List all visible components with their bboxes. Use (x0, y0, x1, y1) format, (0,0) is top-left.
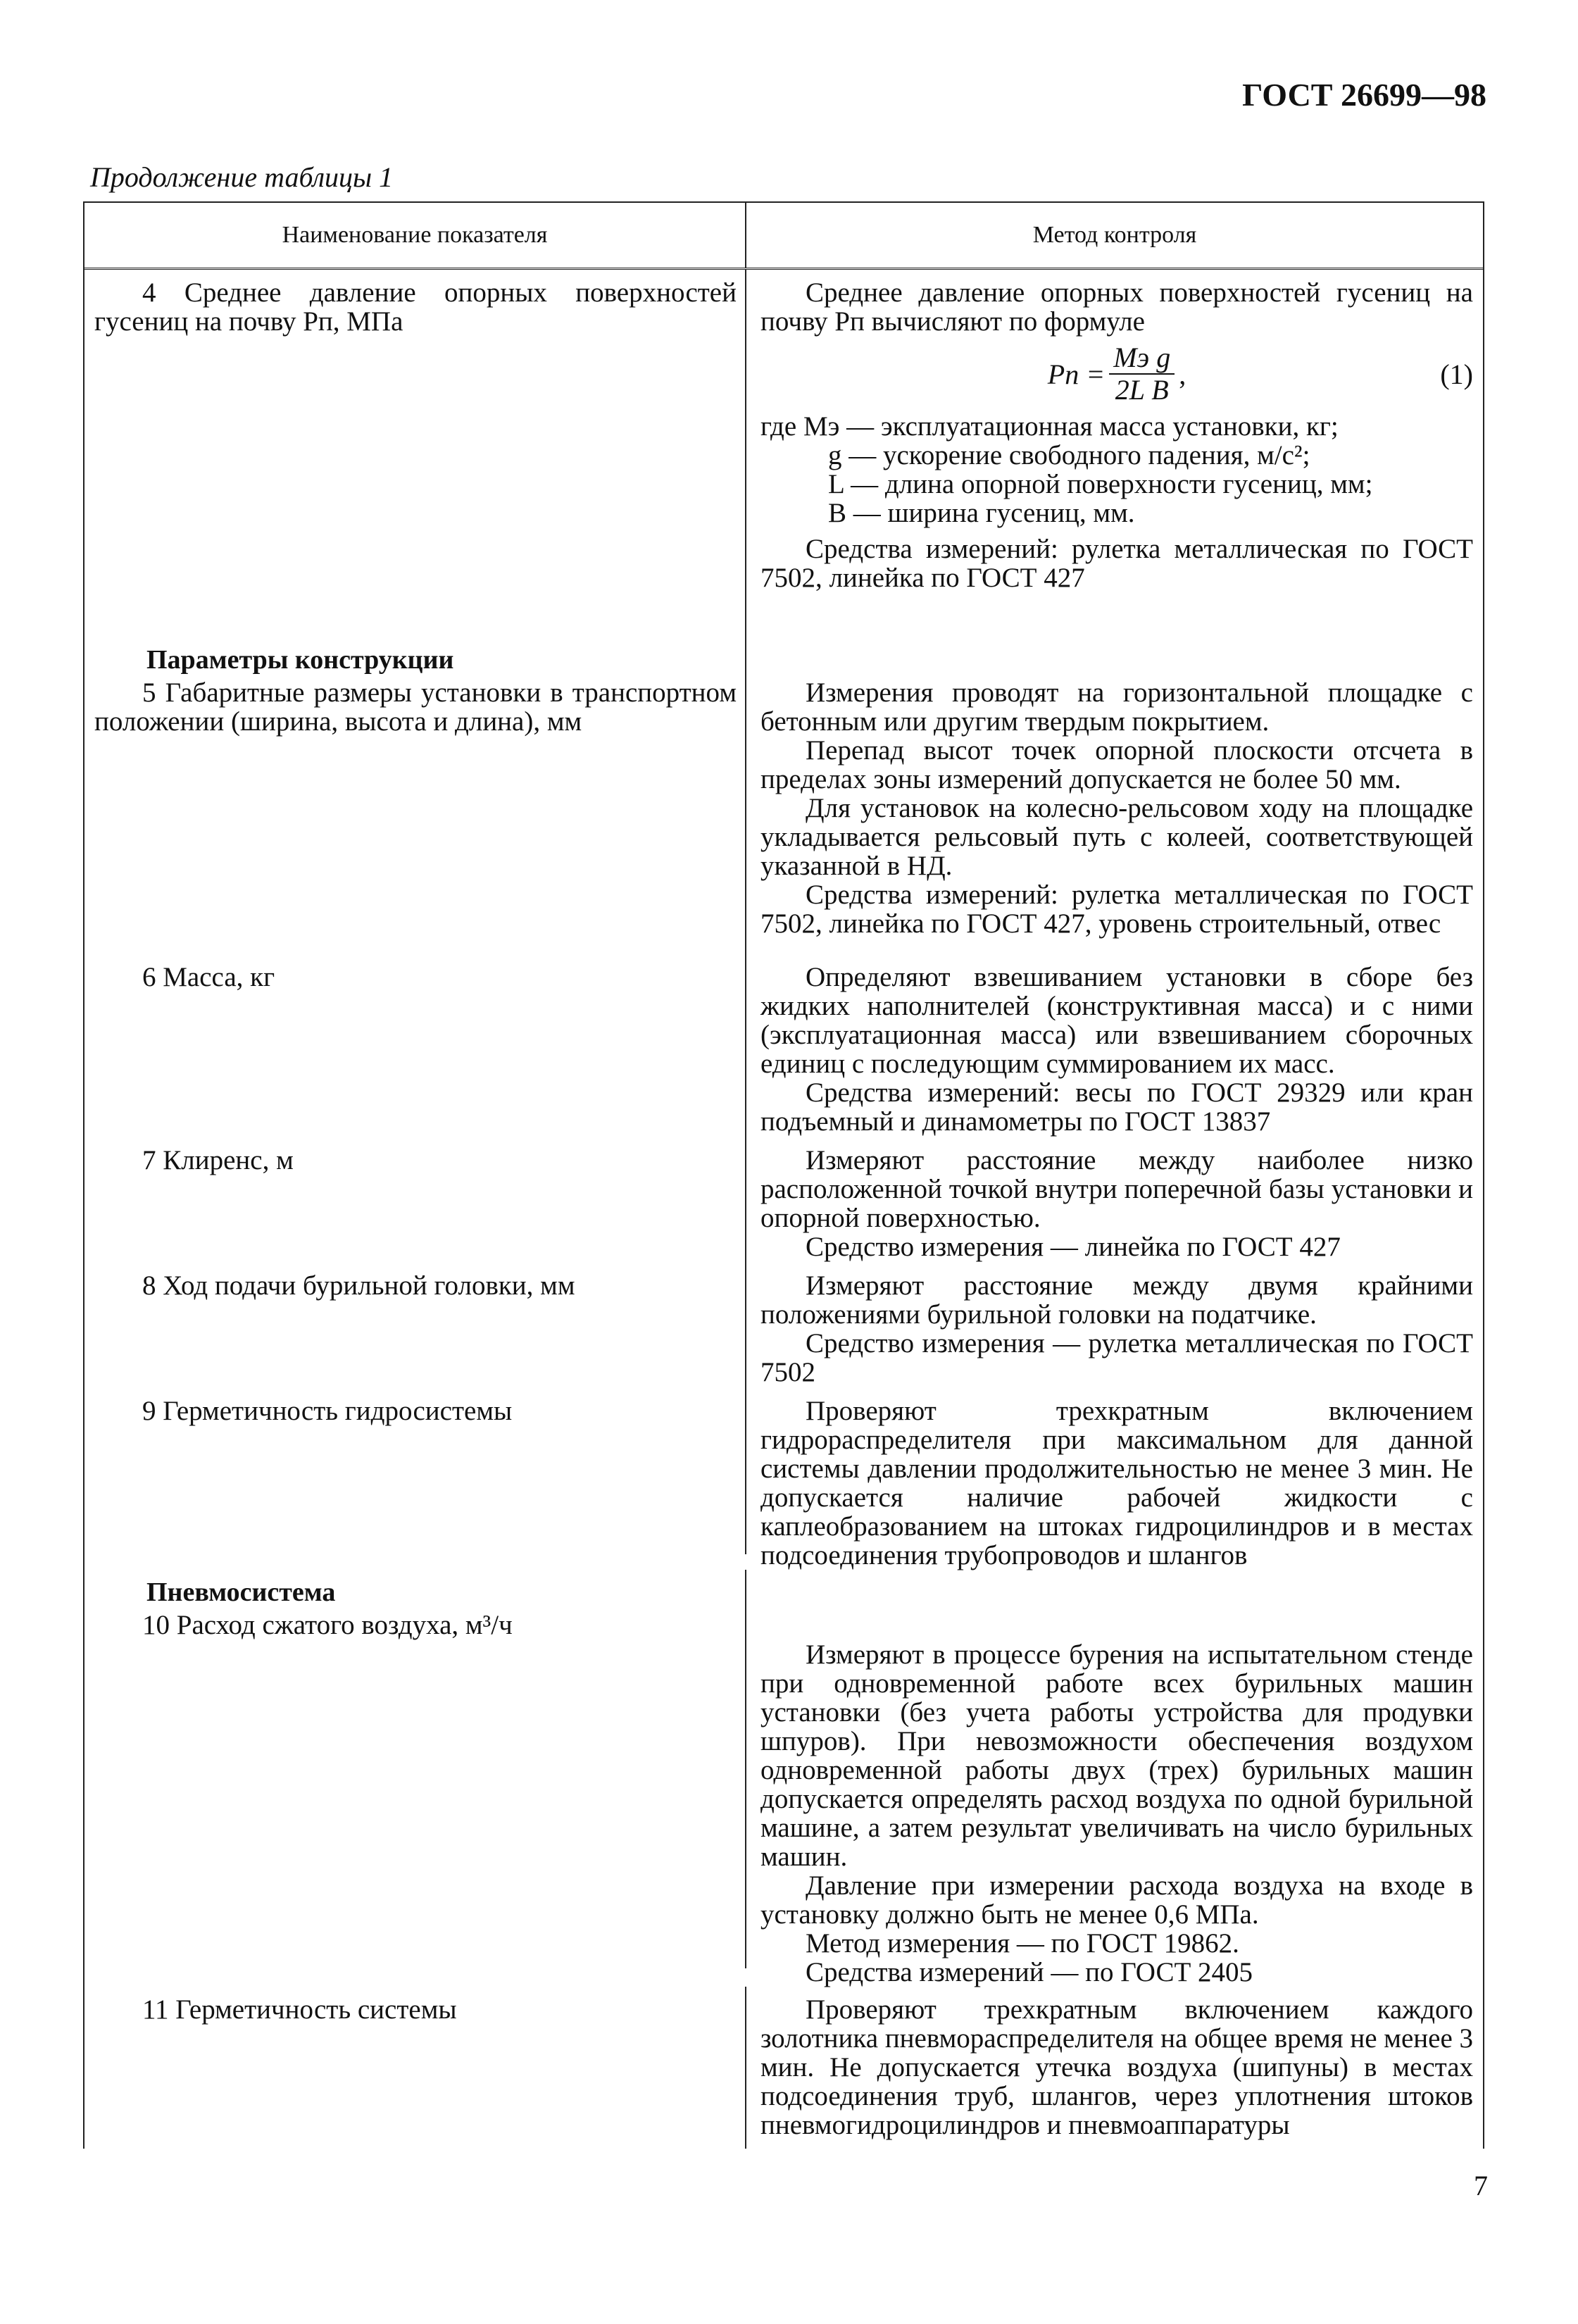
formula-tail: , (1179, 358, 1186, 390)
table-row-9 (84, 1388, 1483, 1570)
row-text: Метод измерения — по ГОСТ 19862. (806, 1928, 1239, 1958)
legend-line: B — ширина гусениц, мм. (828, 498, 1135, 528)
table-row-7 (84, 1137, 1483, 1263)
row-name: 10 Расход сжатого воздуха, м³/ч (142, 1610, 513, 1640)
table-row-6 (84, 954, 1483, 1137)
row-name: 9 Герметичность гидросистемы (142, 1396, 513, 1426)
standard-number: ГОСТ 26699—98 (1242, 77, 1486, 113)
row-name: 6 Масса, кг (142, 962, 275, 992)
row-text: Для установок на колесно-рельсовом ходу на площадке укладывается рельсовый путь с колеей, соответствующей указанной в НД. (760, 793, 1473, 881)
legend-line: L — длина опорной поверхности гусениц, мм; (828, 469, 1373, 499)
formula-numerator: Mэ g (1109, 342, 1175, 375)
table-header (84, 203, 1483, 270)
col-header-method: Метод контроля (1032, 222, 1197, 248)
formula-lhs: Pп = (1047, 358, 1106, 390)
row-name: 11 Герметичность системы (142, 1994, 457, 2025)
table-continuation-label: Продолжение таблицы 1 (90, 161, 394, 193)
table-row-4 (84, 270, 1483, 637)
formula-legend (760, 412, 1473, 527)
row-text: Измеряют расстояние между наиболее низко расположенной точкой внутри поперечной базы установки и опорной поверхностью. (760, 1145, 1473, 1233)
legend-line: где Mэ — эксплуатационная масса установки, кг; (760, 411, 1339, 442)
row-text: Средства измерений — по ГОСТ 2405 (806, 1957, 1253, 1987)
section-title: Пневмосистема (146, 1578, 336, 1607)
formula-1 (760, 336, 1473, 412)
row-text: Проверяют трехкратным включением гидрораспределителя при максимальном для данной системы давлении продолжительностью не менее 3 мин. Не допускается наличие рабочей жидкости с каплеобразованием на штоках гидроцилиндров и в местах подсоединения трубопроводов и шлангов (760, 1396, 1473, 1570)
table-row-11 (84, 1987, 1483, 2149)
row-text: Среднее давление опорных поверхностей гусениц на почву Pп вычисляют по формуле (760, 277, 1473, 337)
section-row (84, 1570, 1483, 1607)
formula-fraction (1109, 342, 1175, 406)
row-text: Средства измерений: рулетка металлическая по ГОСТ 7502, линейка по ГОСТ 427 (760, 534, 1473, 593)
row-name: 4 Среднее давление опорных поверхностей гусениц на почву Pп, МПа (94, 277, 737, 337)
row-text: Перепад высот точек опорной плоскости отсчета в пределах зоны измерений допускается не более 50 мм. (760, 735, 1473, 794)
row-text: Средства измерений: весы по ГОСТ 29329 или кран подъемный и динамометры по ГОСТ 13837 (760, 1077, 1473, 1137)
legend-line: g — ускорение свободного падения, м/с²; (828, 440, 1310, 470)
row-text: Средства измерений: рулетка металлическая по ГОСТ 7502, линейка по ГОСТ 427, уровень строительный, отвес (760, 880, 1473, 939)
row-text: Измеряют в процессе бурения на испытательном стенде при одновременной работе всех бурильных машин установки (без учета работы устройства для продувки шпуров). При невозможности обеспечения воздухом одновременной работы двух (трех) бурильных машин допускается определять расход воздуха по одной бурильной машине, а затем результат увеличивать на число бурильных машин. (760, 1639, 1473, 1872)
row-name: 5 Габаритные размеры установки в транспортном положении (ширина, высота и длина), мм (94, 677, 737, 737)
col-header-name: Наименование показателя (84, 203, 746, 268)
spec-table (83, 201, 1484, 2149)
section-title: Параметры конструкции (146, 645, 454, 675)
formula-denominator: 2L B (1115, 374, 1169, 406)
table-row-5 (84, 670, 1483, 954)
formula-number: (1) (1440, 358, 1473, 390)
row-text: Проверяют трехкратным включением каждого золотника пневмораспределителя на общее время не менее 3 мин. Не допускается утечка воздуха (шипуны) в местах подсоединения труб, шлангов, через уплотнения штоков пневмогидроцилиндров и пневмоаппаратуры (760, 1994, 1474, 2140)
row-text: Измеряют расстояние между двумя крайними положениями бурильной головки на податчике. (760, 1270, 1473, 1330)
row-name: 7 Клиренс, м (142, 1145, 294, 1175)
table-row-8 (84, 1263, 1483, 1388)
row-text: Средство измерения — рулетка металлическая по ГОСТ 7502 (760, 1328, 1473, 1387)
row-text: Измерения проводят на горизонтальной площадке с бетонным или другим твердым покрытием. (760, 677, 1473, 737)
section-row (84, 637, 1483, 675)
row-text: Средство измерения — линейка по ГОСТ 427 (806, 1232, 1341, 1262)
table-row-10 (84, 1602, 1483, 1987)
row-text: Давление при измерении расхода воздуха на входе в установку должно быть не менее 0,6 МПа. (760, 1870, 1473, 1930)
row-name: 8 Ход подачи бурильной головки, мм (142, 1270, 575, 1301)
row-text: Определяют взвешиванием установки в сборе без жидких наполнителей (конструктивная масса) и с ними (эксплуатационная масса) или взвешиванием сборочных единиц с последующим суммированием их масс. (760, 962, 1473, 1079)
page-number: 7 (1474, 2170, 1488, 2201)
